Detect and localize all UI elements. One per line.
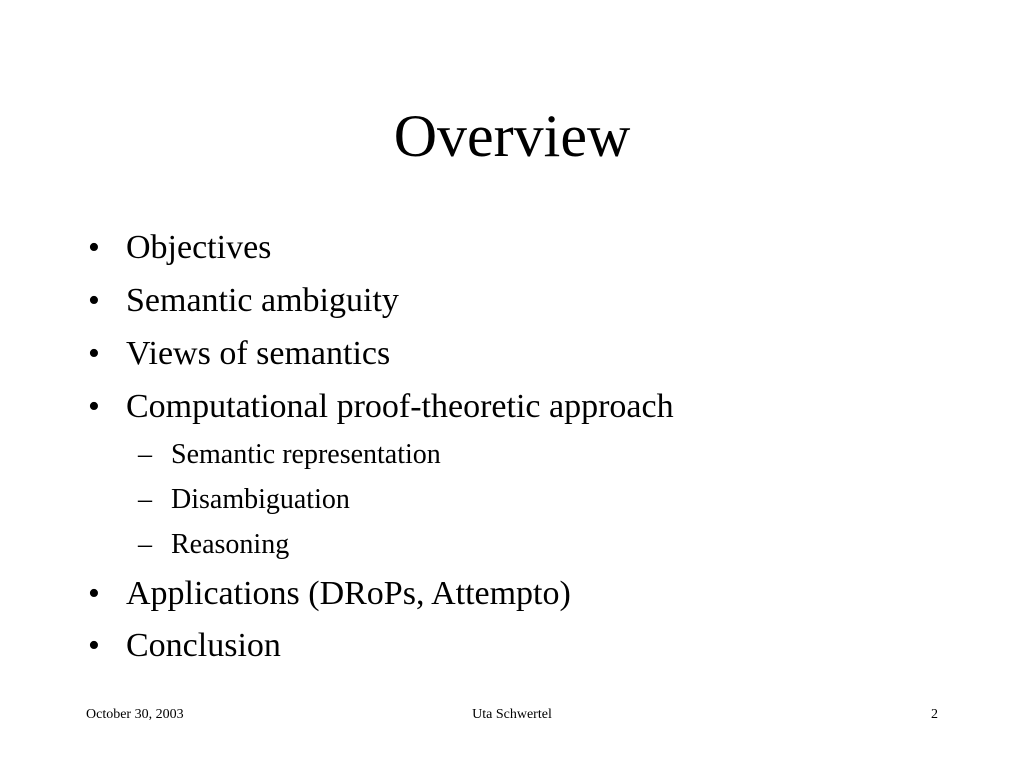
footer-date: October 30, 2003 [86, 707, 184, 722]
bullet-marker: • [88, 627, 100, 664]
sub-bullet-marker: – [138, 484, 152, 515]
bullet-marker: • [88, 575, 100, 612]
sub-bullet-text: Reasoning [171, 529, 290, 560]
sub-bullet-marker: – [138, 529, 152, 560]
bullet-text: Computational proof-theoretic approach [126, 388, 674, 425]
bullet-marker: • [88, 335, 100, 372]
sub-bullet-marker: – [138, 439, 152, 470]
bullet-text: Conclusion [126, 627, 281, 664]
bullet-marker: • [88, 282, 100, 319]
bullet-text: Views of semantics [126, 335, 391, 372]
bullet-marker: • [88, 388, 100, 425]
bullet-marker: • [88, 229, 100, 266]
bullet-text: Semantic ambiguity [126, 282, 399, 319]
footer-page-number: 2 [931, 707, 938, 722]
bullet-text: Applications (DRoPs, Attempto) [126, 575, 571, 612]
bullet-text: Objectives [126, 229, 272, 266]
slide-title: Overview [393, 103, 631, 169]
sub-bullet-text: Semantic representation [171, 439, 441, 470]
sub-bullet-text: Disambiguation [171, 484, 350, 515]
footer-author: Uta Schwertel [472, 707, 552, 722]
